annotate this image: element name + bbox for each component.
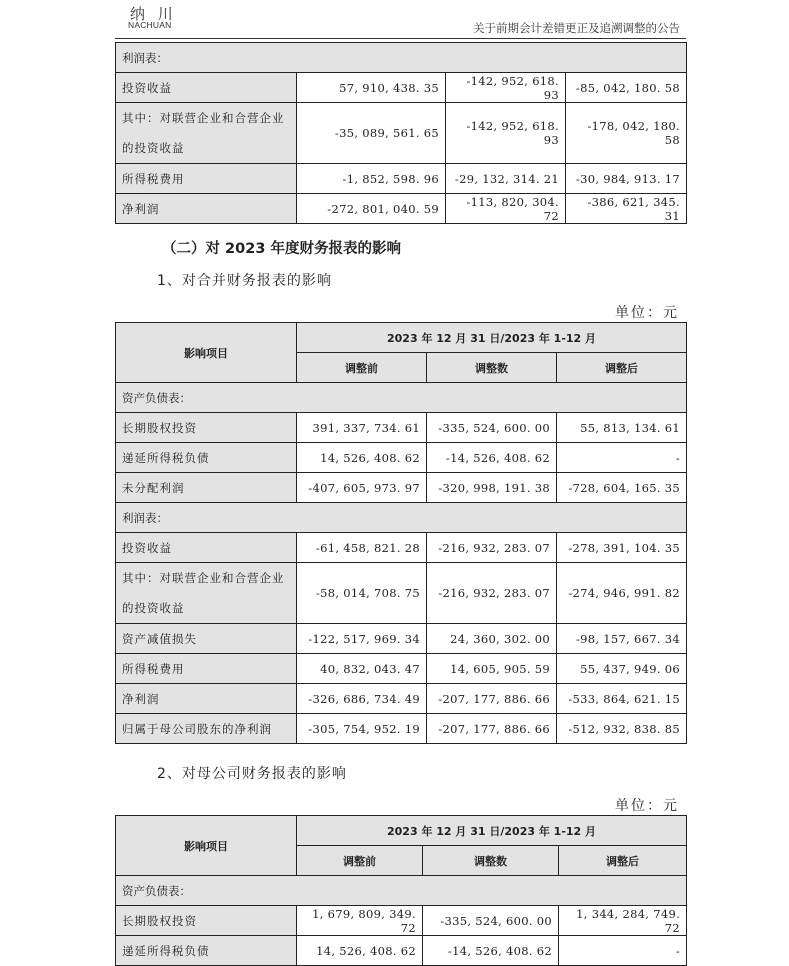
table-parent-company (115, 815, 687, 966)
table-row: 其中：对联营企业和合营企业的投资收益 -35, 089, 561. 65 -142, 952, 618. 93 -178, 042, 180. 58 (116, 103, 687, 164)
table-previous-continued (115, 42, 687, 224)
table-row: 投资收益 57, 910, 438. 35 -142, 952, 618. 93 -85, 042, 180. 58 (116, 73, 687, 103)
table-row: 资产减值损失 -122, 517, 969. 34 24, 360, 302. 00 -98, 157, 667. 34 (116, 624, 687, 654)
column-header-before: 调整前 (297, 846, 423, 876)
section-income-statement: 利润表： (116, 43, 687, 73)
table-row: 净利润 -272, 801, 040. 59 -113, 820, 304. 72 -386, 621, 345. 31 (116, 194, 687, 224)
table-row: 递延所得税负债 14, 526, 408. 62 -14, 526, 408. 62 - (116, 936, 687, 966)
column-header-item: 影响项目 (116, 816, 297, 876)
table-row: 长期股权投资 1, 679, 809, 349. 72 -335, 524, 600. 00 1, 344, 284, 749. 72 (116, 906, 687, 936)
table-row: 所得税费用 40, 832, 043. 47 14, 605, 905. 59 55, 437, 949. 06 (116, 654, 687, 684)
table-row: 其中：对联营企业和合营企业的投资收益 -58, 014, 708. 75 -216, 932, 283. 07 -274, 946, 991. 82 (116, 563, 687, 624)
document-title: 关于前期会计差错更正及追溯调整的公告 (473, 21, 680, 35)
unit-label: 单位：元 (615, 798, 679, 814)
column-header-item: 影响项目 (116, 323, 297, 383)
section-balance-sheet: 资产负债表： (116, 383, 687, 413)
table-row: 投资收益 -61, 458, 821. 28 -216, 932, 283. 07 -278, 391, 104. 35 (116, 533, 687, 563)
column-header-after: 调整后 (559, 846, 687, 876)
section-balance-sheet: 资产负债表： (116, 876, 687, 906)
column-header-period: 2023 年 12 月 31 日/2023 年 1-12 月 (297, 323, 687, 353)
table-row: 递延所得税负债 14, 526, 408. 62 -14, 526, 408. 62 - (116, 443, 687, 473)
column-header-adjustment: 调整数 (423, 846, 559, 876)
subsection-parent-heading: 2、对母公司财务报表的影响 (157, 766, 347, 782)
table-row: 长期股权投资 391, 337, 734. 61 -335, 524, 600. 00 55, 813, 134. 61 (116, 413, 687, 443)
company-logo-en: NACHUAN (128, 20, 172, 30)
table-row: 净利润 -326, 686, 734. 49 -207, 177, 886. 66 -533, 864, 621. 15 (116, 684, 687, 714)
column-header-adjustment: 调整数 (427, 353, 557, 383)
table-row: 所得税费用 -1, 852, 598. 96 -29, 132, 314. 21 -30, 984, 913. 17 (116, 164, 687, 194)
column-header-after: 调整后 (557, 353, 687, 383)
section-income-statement: 利润表： (116, 503, 687, 533)
table-row: 归属于母公司股东的净利润 -305, 754, 952. 19 -207, 177, 886. 66 -512, 932, 838. 85 (116, 714, 687, 744)
company-logo-cn: 纳 川 (130, 5, 177, 23)
column-header-before: 调整前 (297, 353, 427, 383)
section-heading: （二）对 2023 年度财务报表的影响 (162, 241, 401, 257)
table-consolidated (115, 322, 687, 744)
table-row: 未分配利润 -407, 605, 973. 97 -320, 998, 191. 38 -728, 604, 165. 35 (116, 473, 687, 503)
unit-label: 单位：元 (615, 305, 679, 321)
page-header (115, 0, 686, 39)
subsection-consolidated-heading: 1、对合并财务报表的影响 (157, 273, 332, 289)
column-header-period: 2023 年 12 月 31 日/2023 年 1-12 月 (297, 816, 687, 846)
